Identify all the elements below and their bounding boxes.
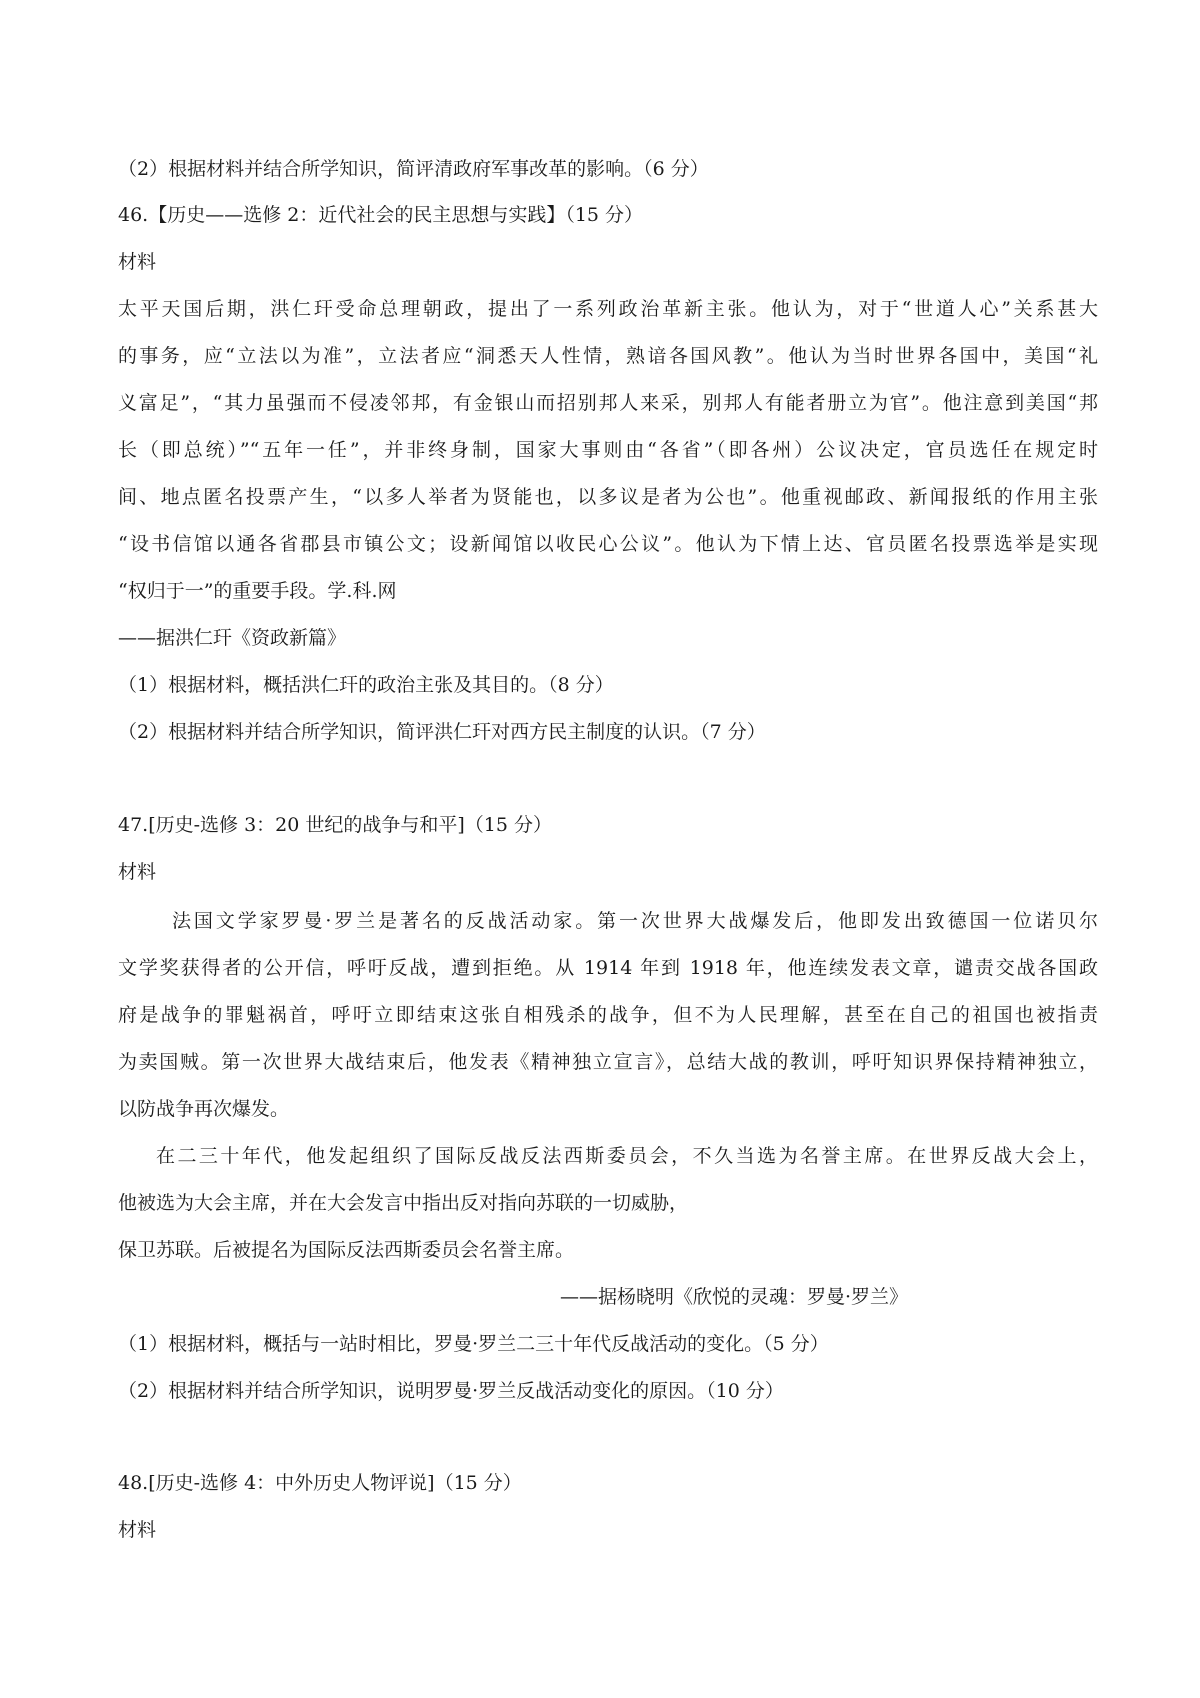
q46-sub-question-1: （1）根据材料，概括洪仁玕的政治主张及其目的。（8 分） <box>118 674 614 696</box>
q47-sub-question-1: （1）根据材料，概括与一站时相比，罗曼·罗兰二三十年代反战活动的变化。（5 分） <box>118 1333 829 1355</box>
q47-paragraph-line: 法国文学家罗曼·罗兰是著名的反战活动家。第一次世界大战爆发后，他即发出致德国一位诺贝尔 <box>172 910 1098 932</box>
q46-passage-line: 义富足”，“其力虽强而不侵凌邻邦，有金银山而招别邦人来采，别邦人有能者册立为官”。他注意到美国“邦 <box>118 392 1098 414</box>
q45-sub-question-2: （2）根据材料并结合所学知识，简评清政府军事改革的影响。（6 分） <box>118 158 709 180</box>
q47-paragraph-line: 在二三十年代，他发起组织了国际反战反法西斯委员会，不久当选为名誉主席。在世界反战大会上， <box>156 1145 1098 1167</box>
q48-material-label: 材料 <box>118 1519 157 1541</box>
q46-heading: 46.【历史——选修 2：近代社会的民主思想与实践】（15 分） <box>118 204 644 226</box>
q47-heading: 47.[历史-选修 3：20 世纪的战争与和平]（15 分） <box>118 814 553 836</box>
q46-passage-line: 间、地点匿名投票产生，“以多人举者为贤能也，以多议是者为公也”。他重视邮政、新闻报纸的作用主张 <box>118 486 1098 508</box>
q46-passage-line: “设书信馆以通各省郡县市镇公文；设新闻馆以收民心公议”。他认为下情上达、官员匿名投票选举是实现 <box>118 533 1098 555</box>
q46-passage-line: “权归于一”的重要手段。学.科.网 <box>118 580 397 602</box>
q47-paragraph-line: 他被选为大会主席，并在大会发言中指出反对指向苏联的一切威胁， <box>118 1192 689 1214</box>
q47-material-label: 材料 <box>118 861 157 883</box>
q47-paragraph-line: 文学奖获得者的公开信，呼吁反战，遭到拒绝。从 1914 年到 1918 年，他连续发表文章，谴责交战各国政 <box>118 957 1098 979</box>
q47-source: ——据杨晓明《欣悦的灵魂：罗曼·罗兰》 <box>559 1286 908 1308</box>
q46-passage-line: 的事务，应“立法以为准”，立法者应“洞悉天人性情，熟谙各国风教”。他认为当时世界各国中，美国“礼 <box>118 345 1098 367</box>
q47-paragraph-line: 为卖国贼。第一次世界大战结束后，他发表《精神独立宣言》，总结大战的教训，呼吁知识界保持精神独立， <box>118 1051 1098 1073</box>
q47-paragraph-line: 以防战争再次爆发。 <box>118 1098 290 1120</box>
q46-sub-question-2: （2）根据材料并结合所学知识，简评洪仁玕对西方民主制度的认识。（7 分） <box>118 721 766 743</box>
q46-passage-line: 太平天国后期，洪仁玕受命总理朝政，提出了一系列政治革新主张。他认为，对于“世道人心”关系甚大 <box>118 298 1098 320</box>
q48-heading: 48.[历史-选修 4：中外历史人物评说]（15 分） <box>118 1472 522 1494</box>
q46-source: ——据洪仁玕《资政新篇》 <box>118 627 347 649</box>
q47-sub-question-2: （2）根据材料并结合所学知识，说明罗曼·罗兰反战活动变化的原因。（10 分） <box>118 1380 784 1402</box>
q47-paragraph-line: 保卫苏联。后被提名为国际反法西斯委员会名誉主席。 <box>118 1239 575 1261</box>
q46-passage-line: 长（即总统）”“五年一任”，并非终身制，国家大事则由“各省”（即各州）公议决定，官员选任在规定时 <box>118 439 1098 461</box>
q46-material-label: 材料 <box>118 251 157 273</box>
q47-paragraph-line: 府是战争的罪魁祸首，呼吁立即结束这张自相残杀的战争，但不为人民理解，甚至在自己的祖国也被指责 <box>118 1004 1098 1026</box>
